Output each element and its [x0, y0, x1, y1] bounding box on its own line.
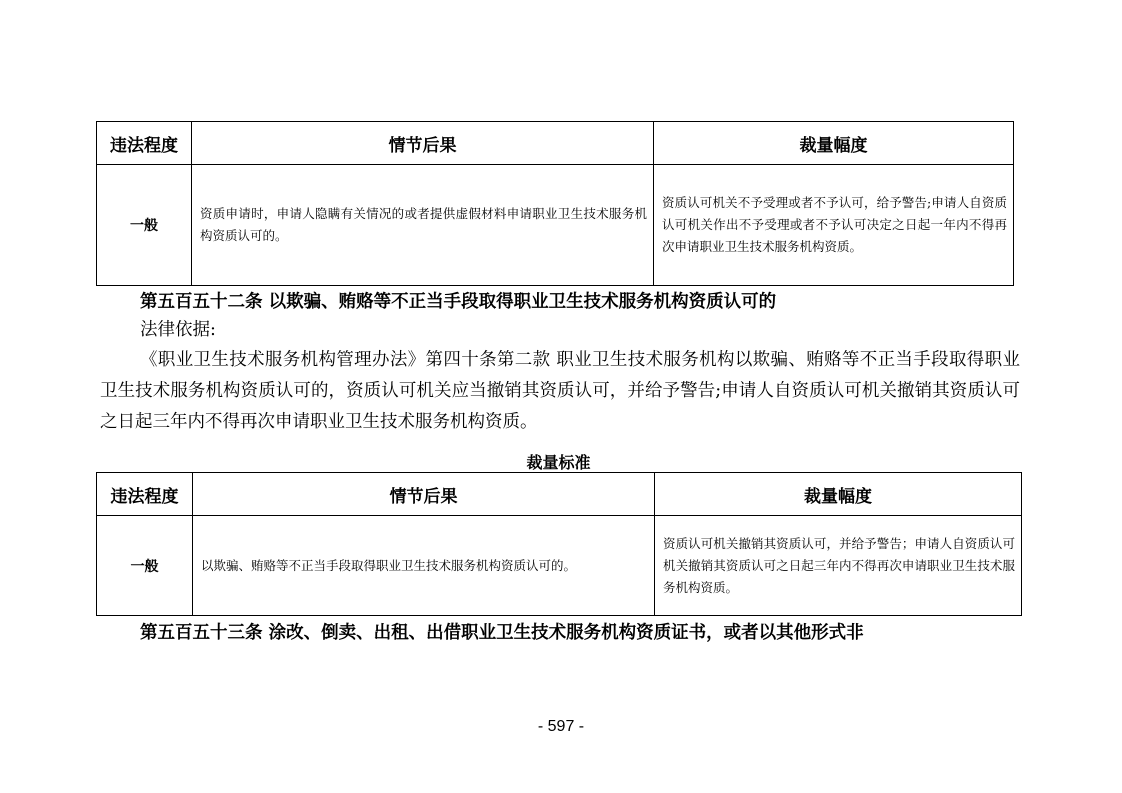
legal-basis-label: 法律依据: — [140, 320, 216, 340]
discretion-table-1 — [96, 121, 1014, 286]
article-553-title: 第五百五十三条 涂改、倒卖、出租、出借职业卫生技术服务机构资质证书，或者以其他形式非 — [140, 623, 864, 643]
circumstance-cell: 以欺骗、贿赂等不正当手段取得职业卫生技术服务机构资质认可的。 — [193, 516, 655, 616]
header-penalty-range: 裁量幅度 — [654, 122, 1014, 165]
circumstance-cell: 资质申请时，申请人隐瞒有关情况的或者提供虚假材料申请职业卫生技术服务机构资质认可的。 — [192, 165, 654, 286]
violation-degree-cell: 一般 — [97, 516, 193, 616]
header-penalty-range: 裁量幅度 — [655, 473, 1022, 516]
penalty-range-cell: 资质认可机关不予受理或者不予认可，给予警告;申请人自资质认可机关作出不予受理或者不予认可决定之日起一年内不得再次申请职业卫生技术服务机构资质。 — [654, 165, 1014, 286]
article-552-title: 第五百五十二条 以欺骗、贿赂等不正当手段取得职业卫生技术服务机构资质认可的 — [140, 292, 777, 312]
header-circumstance: 情节后果 — [193, 473, 655, 516]
violation-degree-cell: 一般 — [97, 165, 192, 286]
discretion-table-2 — [96, 472, 1022, 616]
header-violation-degree: 违法程度 — [97, 122, 192, 165]
table-2-title: 裁量标准 — [526, 453, 591, 472]
penalty-range-cell: 资质认可机关撤销其资质认可，并给予警告；申请人自资质认可机关撤销其资质认可之日起三年内不得再次申请职业卫生技术服务机构资质。 — [655, 516, 1022, 616]
header-circumstance: 情节后果 — [192, 122, 654, 165]
legal-basis-text: 《职业卫生技术服务机构管理办法》第四十条第二款 职业卫生技术服务机构以欺骗、贿赂等不正当手段取得职业卫生技术服务机构资质认可的，资质认可机关应当撤销其资质认可，并给予警告;申请人自资质认可机关撤销其资质认可之日起三年内不得再次申请职业卫生技术服务机构资质。 — [100, 350, 1020, 432]
page-number: - 597 - — [537, 718, 585, 735]
header-violation-degree: 违法程度 — [97, 473, 193, 516]
